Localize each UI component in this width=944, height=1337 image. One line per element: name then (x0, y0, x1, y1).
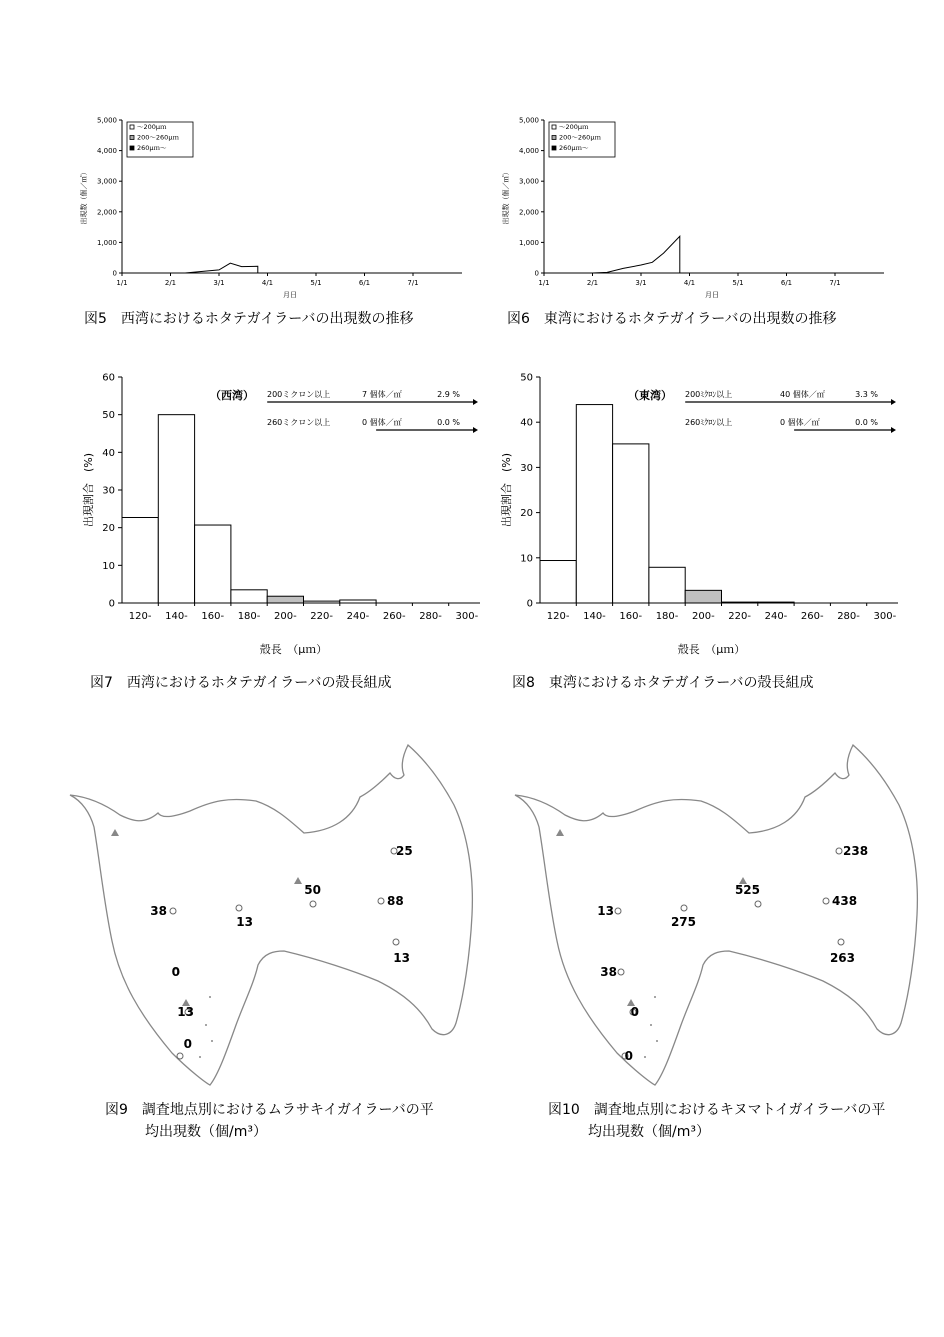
y-tick-label: 10 (520, 553, 533, 565)
station-marker (618, 969, 624, 975)
y-tick-label: 30 (102, 485, 115, 497)
y-axis-label: 出現数（個／㎥） (502, 168, 510, 225)
station-value: 0 (624, 1049, 633, 1063)
station-value: 38 (600, 965, 617, 979)
arrow-head (891, 427, 896, 433)
y-tick-label: 1,000 (96, 238, 117, 247)
y-tick-label: 1,000 (518, 238, 539, 247)
y-tick-label: 40 (102, 447, 115, 459)
fig8-chart (488, 365, 898, 665)
station-value: 13 (236, 915, 253, 929)
legend-swatch (130, 146, 134, 150)
fig8-caption: 図8 東湾におけるホタテガイラーバの殻長組成 (512, 675, 814, 691)
bar (613, 444, 649, 603)
legend-entry: ～200μｍ (137, 123, 167, 131)
station-marker (378, 898, 384, 904)
station-value: 38 (150, 904, 167, 918)
station-value: 263 (829, 951, 855, 965)
y-tick-label: 50 (520, 372, 533, 384)
legend-swatch (130, 136, 134, 140)
bar (576, 405, 612, 603)
annotation-label: 260ミクロン以上 (267, 418, 331, 427)
bar (649, 567, 685, 603)
fig10-caption-line1: 図10 調査地点別におけるキヌマトイガイラーバの平 (548, 1102, 886, 1118)
size-annotation (685, 417, 896, 433)
station-marker (170, 908, 176, 914)
annotation-pct: 2.9 % (437, 390, 460, 399)
annotation-count: 0 個体／㎡ (780, 418, 820, 427)
y-tick-label: 3,000 (96, 177, 117, 186)
y-tick-label: 2,000 (518, 208, 539, 217)
station-value: 0 (171, 965, 180, 979)
legend-swatch (552, 125, 556, 129)
reference-triangle (556, 829, 564, 836)
x-tick-label: 300- (455, 611, 479, 622)
y-tick-label: 5,000 (96, 116, 117, 125)
fig7-chart (70, 365, 480, 665)
y-tick-label: 20 (102, 523, 115, 535)
y-tick-label: 20 (520, 508, 533, 520)
station-value: 50 (304, 883, 321, 897)
bar (231, 590, 267, 603)
y-tick-label: 4,000 (96, 147, 117, 156)
station-value: 0 (183, 1037, 192, 1051)
x-tick-label: 2/1 (164, 279, 177, 287)
x-tick-label: 1/1 (116, 279, 128, 287)
x-tick-label: 300- (873, 611, 897, 622)
island-dot (650, 1024, 652, 1026)
legend-swatch (552, 136, 556, 140)
y-tick-label: 10 (102, 560, 115, 572)
station-marker (823, 898, 829, 904)
coastline (515, 745, 917, 1085)
size-annotation (685, 389, 896, 405)
y-tick-label: 3,000 (518, 177, 539, 186)
y-tick-label: 5,000 (518, 116, 539, 125)
station-value: 238 (843, 844, 869, 858)
station-value: 13 (393, 951, 410, 965)
annotation-pct: 3.3 % (855, 390, 878, 399)
bar (685, 590, 721, 603)
x-tick-label: 240- (764, 611, 788, 622)
y-tick-label: 0 (112, 269, 117, 278)
fig5-caption: 図5 西湾におけるホタテガイラーバの出現数の推移 (84, 311, 414, 327)
island-dot (205, 1024, 207, 1026)
x-tick-label: 260- (382, 611, 406, 622)
x-axis-label: 月日 (705, 291, 719, 299)
station-value: 13 (597, 904, 614, 918)
y-tick-label: 4,000 (518, 147, 539, 156)
island-dot (656, 1040, 658, 1042)
x-axis-label: 月日 (283, 291, 297, 299)
bar (122, 517, 158, 603)
legend (549, 122, 615, 157)
station-marker (836, 848, 842, 854)
x-tick-label: 7/1 (407, 279, 419, 287)
arrow-head (473, 399, 478, 405)
fig10-caption-line2: 均出現数（個/m³） (588, 1124, 710, 1140)
station-marker (838, 939, 844, 945)
station-value: 438 (832, 894, 858, 908)
x-tick-label: 4/1 (261, 279, 274, 287)
x-tick-label: 3/1 (213, 279, 225, 287)
legend-entry: 200～260μｍ (137, 133, 179, 142)
island-dot (644, 1056, 646, 1058)
fig9-caption-line2: 均出現数（個/m³） (145, 1124, 267, 1140)
x-tick-label: 220- (310, 611, 334, 622)
annotation-pct: 0.0 % (855, 418, 878, 427)
fig7-caption: 図7 西湾におけるホタテガイラーバの殻長組成 (90, 675, 392, 691)
station-marker (177, 1053, 183, 1059)
x-axis-label: 殻長 （μｍ） (259, 643, 328, 656)
x-tick-label: 200- (273, 611, 297, 622)
fig9-caption-line1: 図9 調査地点別におけるムラサキイガイラーバの平 (105, 1102, 434, 1118)
fig6-chart (492, 110, 892, 305)
y-axis-label: 出現割合 (%) (500, 452, 513, 528)
legend (127, 122, 193, 157)
annotation-count: 0 個体／㎡ (362, 418, 402, 427)
bar (195, 525, 231, 603)
size-annotation (267, 389, 478, 405)
y-tick-label: 30 (520, 462, 533, 474)
y-tick-label: 0 (526, 598, 533, 610)
y-axis-label: 出現数（個／㎥） (80, 168, 88, 225)
station-marker (393, 939, 399, 945)
x-tick-label: 5/1 (732, 279, 744, 287)
station-value: 25 (396, 844, 413, 858)
island-dot (211, 1040, 213, 1042)
x-tick-label: 120- (128, 611, 152, 622)
y-tick-label: 40 (520, 417, 533, 429)
y-tick-label: 0 (108, 598, 115, 610)
series-line (544, 236, 680, 273)
region-label: （西湾） (210, 389, 254, 402)
reference-triangle (294, 877, 302, 884)
station-marker (615, 908, 621, 914)
x-tick-label: 140- (583, 611, 606, 622)
x-tick-label: 7/1 (829, 279, 841, 287)
annotation-count: 40 個体／㎡ (780, 390, 825, 399)
x-tick-label: 6/1 (780, 279, 793, 287)
y-tick-label: 2,000 (96, 208, 117, 217)
x-tick-label: 260- (800, 611, 824, 622)
legend-entry: 260μｍ～ (137, 144, 167, 152)
x-tick-label: 6/1 (358, 279, 371, 287)
x-tick-label: 140- (165, 611, 188, 622)
x-tick-label: 2/1 (586, 279, 599, 287)
station-value: 13 (177, 1005, 194, 1019)
island-dot (209, 996, 211, 998)
coastline (70, 745, 472, 1085)
x-tick-label: 180- (655, 611, 679, 622)
arrow-head (891, 399, 896, 405)
annotation-label: 200ミクロン以上 (267, 390, 331, 399)
x-tick-label: 1/1 (538, 279, 550, 287)
annotation-count: 7 個体／㎡ (362, 390, 402, 399)
x-tick-label: 200- (691, 611, 715, 622)
x-tick-label: 280- (419, 611, 442, 622)
x-axis-label: 殻長 （μｍ） (677, 643, 746, 656)
fig5-chart (70, 110, 470, 305)
x-tick-label: 3/1 (635, 279, 647, 287)
island-dot (199, 1056, 201, 1058)
y-tick-label: 60 (102, 372, 115, 384)
bar (267, 596, 303, 603)
reference-triangle (111, 829, 119, 836)
annotation-pct: 0.0 % (437, 418, 460, 427)
x-tick-label: 120- (546, 611, 570, 622)
station-marker (755, 901, 761, 907)
x-tick-label: 180- (237, 611, 261, 622)
station-marker (310, 901, 316, 907)
island-dot (654, 996, 656, 998)
fig10-map (505, 735, 925, 1090)
x-tick-label: 5/1 (310, 279, 322, 287)
station-value: 275 (670, 915, 696, 929)
x-tick-label: 160- (201, 611, 225, 622)
x-tick-label: 4/1 (683, 279, 696, 287)
legend-entry: 260μｍ～ (559, 144, 589, 152)
bar (540, 561, 576, 603)
size-annotation (267, 417, 478, 433)
legend-entry: 200～260μｍ (559, 133, 601, 142)
station-value: 525 (734, 883, 760, 897)
arrow-head (473, 427, 478, 433)
station-marker (236, 905, 242, 911)
legend-swatch (552, 146, 556, 150)
x-tick-label: 240- (346, 611, 370, 622)
y-axis-label: 出現割合 (%) (82, 452, 95, 528)
x-tick-label: 280- (837, 611, 860, 622)
y-tick-label: 50 (102, 410, 115, 422)
station-value: 0 (630, 1005, 639, 1019)
fig6-caption: 図6 東湾におけるホタテガイラーバの出現数の推移 (507, 311, 837, 327)
series-line (122, 263, 258, 273)
legend-entry: ～200μｍ (559, 123, 589, 131)
station-value: 88 (387, 894, 404, 908)
y-tick-label: 0 (534, 269, 539, 278)
region-label: （東湾） (628, 389, 672, 402)
annotation-label: 200ﾐｸﾛﾝ以上 (685, 390, 733, 399)
bar (158, 415, 194, 603)
station-marker (681, 905, 687, 911)
x-tick-label: 160- (619, 611, 643, 622)
x-tick-label: 220- (728, 611, 752, 622)
annotation-label: 260ﾐｸﾛﾝ以上 (685, 418, 733, 427)
legend-swatch (130, 125, 134, 129)
fig9-map (60, 735, 480, 1090)
